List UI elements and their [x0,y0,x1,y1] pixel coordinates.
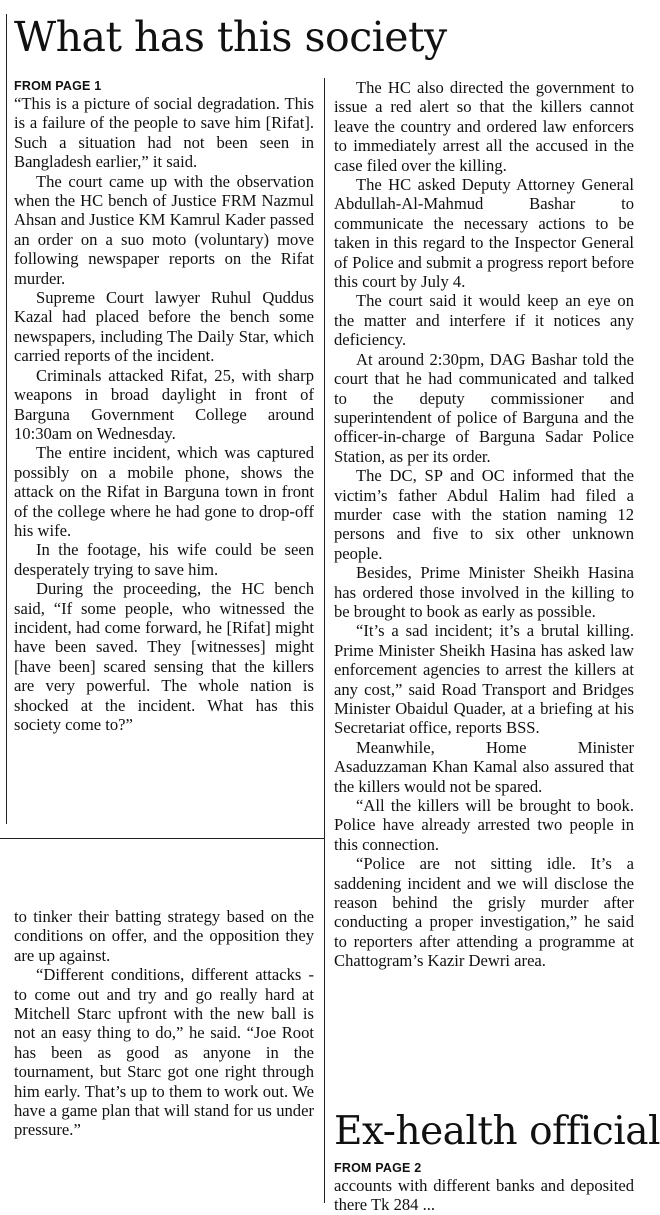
article1-paragraph: At around 2:30pm, DAG Bashar told the court that he had communicated and talked to the deputy commissioner and superintendent of police of Barguna and the officer-in-charge of Barguna Sadar Police Station, as per its order. [334,349,634,466]
article1-paragraph: Supreme Court lawyer Ruhul Quddus Kazal had placed before the bench some newspapers, including The Daily Star, which carried reports of the incident. [14,288,314,366]
column-separator-top [324,78,325,838]
article1-paragraph: Besides, Prime Minister Sheikh Hasina has ordered those involved in the killing to be brought to book as early as possible. [334,563,634,621]
article1-paragraph: The court said it would keep an eye on the matter and interfere if it notices any deficiency. [334,291,634,350]
article1-paragraph: “Police are not sitting idle. It’s a saddening incident and we will disclose the reason behind the grisly murder after conducting a proper investigation,” he said to reporters after attending a programme at Chattogram’s Kazir Dewri area. [334,854,634,971]
article1-paragraph: The DC, SP and OC informed that the victim’s father Abdul Halim had filed a murder case with the station naming 12 persons and five to six other unknown people. [334,466,634,563]
article1-right-column [334,78,634,1108]
section-divider-rule [0,838,325,839]
headline-what-has-this-society: What has this society [14,13,447,61]
article1-paragraph: The entire incident, which was captured possibly on a mobile phone, shows the attack on the Rifat in Barguna town in front of the college where he had gone to drop-off his wife. [14,443,314,540]
article1-paragraph: “All the killers will be brought to book. Police have already arrested two people in this connection. [334,796,634,854]
article2-column [14,907,314,1177]
article2-paragraph: “Different conditions, different attacks - to come out and try and go really hard at Mitchell Starc upfront with the new ball is not an easy thing to do,” he said. “Joe Root has been as good as anyone in the tournament, but Starc got one right through him early. That’s up to them to work out. We have a game plan that will stand for us under pressure.” [14,965,314,1140]
article1-paragraph: The HC also directed the government to issue a red alert so that the killers cannot leave the country and ordered law enforcers to immediately arrest all the accused in the case filed over the killing. [334,78,634,175]
article1-paragraph: In the footage, his wife could be seen desperately trying to save him. [14,540,314,579]
article1-kicker: FROM PAGE 1 [14,79,102,93]
article3-paragraph: accounts with different banks and deposited there Tk 284 ... [334,1176,634,1215]
article1-paragraph: “This is a picture of social degradation. This is a failure of the people to save him [Rifat]. Such a situation had not been seen in Bangladesh earlier,” it said. [14,94,314,172]
column-separator-bottom [324,838,325,1203]
article2-paragraph: to tinker their batting strategy based on the conditions on offer, and the opposition they are up against. [14,907,314,965]
headline-ex-health-official: Ex-health official [334,1109,660,1154]
article1-paragraph: Criminals attacked Rifat, 25, with sharp weapons in broad daylight in front of Barguna Government College around 10:30am on Wednesday. [14,365,314,443]
article1-paragraph: During the proceeding, the HC bench said, “If some people, who witnessed the incident, had come forward, he [Rifat] might have been saved. They [witnesses] might [have been] scared sensing that the killers are very powerful. The whole nation is shocked at the incident. What has this society come to?” [14,579,314,734]
article3-column [334,1160,634,1215]
article1-paragraph: “It’s a sad incident; it’s a brutal killing. Prime Minister Sheikh Hasina has asked law enforcement agencies to arrest the killers at any cost,” said Road Transport and Bridges Minister Obaidul Quader, at a briefing at his Secretariat office, reports BSS. [334,621,634,738]
article1-paragraph: The HC asked Deputy Attorney General Abdullah-Al-Mahmud Bashar to communicate the necessary actions to be taken in this regard to the Inspector General of Police and submit a progress report before this court by July 4. [334,175,634,292]
left-vertical-rule [6,14,7,824]
article1-paragraph: The court came up with the observation when the HC bench of Justice FRM Nazmul Ahsan and Justice KM Kamrul Kader passed an order on a suo moto (voluntary) move following newspaper reports on the Rifat murder. [14,171,314,288]
article3-kicker: FROM PAGE 2 [334,1161,422,1175]
article1-left-column [14,78,314,823]
article1-paragraph: Meanwhile, Home Minister Asaduzzaman Khan Kamal also assured that the killers would not be spared. [334,737,634,796]
